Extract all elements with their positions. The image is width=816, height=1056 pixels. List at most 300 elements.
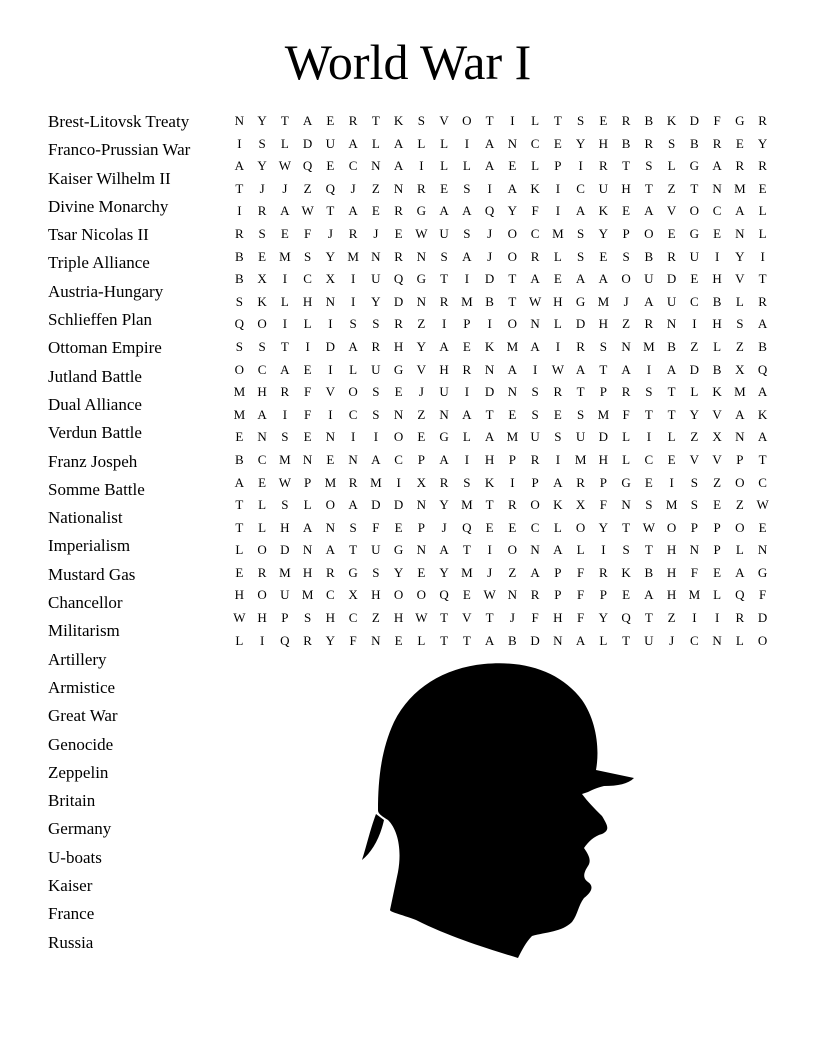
grid-letter: E (508, 406, 517, 422)
grid-letter: A (234, 158, 245, 174)
grid-letter: A (393, 135, 404, 151)
grid-letter: R (394, 316, 403, 332)
grid-letter: Y (371, 293, 381, 309)
grid-letter: T (644, 542, 653, 558)
grid-letter: N (757, 542, 768, 558)
grid-letter: I (601, 542, 606, 558)
grid-letter: Q (393, 271, 404, 287)
grid-letter: S (531, 384, 539, 400)
grid-letter: U (439, 384, 449, 400)
grid-letter: E (553, 406, 562, 422)
grid-letter: H (280, 519, 290, 535)
grid-letter: R (599, 564, 608, 580)
grid-letter: D (325, 338, 336, 354)
grid-letter: E (258, 248, 267, 264)
grid-letter: R (439, 293, 449, 309)
grid-letter: Y (439, 497, 449, 513)
grid-letter: I (510, 113, 515, 128)
grid-letter: X (348, 587, 358, 603)
grid-letter: J (441, 519, 447, 535)
grid-letter: Z (713, 474, 722, 490)
grid-letter: Q (302, 158, 313, 174)
grid-letter: A (257, 406, 267, 422)
grid-letter: I (441, 316, 447, 332)
grid-letter: M (665, 497, 678, 513)
grid-letter: A (621, 361, 631, 377)
grid-letter: I (328, 406, 333, 422)
grid-letter: H (371, 587, 381, 603)
grid-letter: W (233, 610, 246, 626)
grid-letter: R (371, 338, 381, 354)
grid-letter: C (303, 271, 312, 287)
grid-letter: T (508, 293, 517, 309)
grid-letter: L (235, 542, 244, 558)
grid-letter: A (234, 474, 245, 490)
grid-letter: I (350, 293, 356, 309)
grid-letter: R (348, 113, 358, 128)
grid-letter: N (393, 406, 404, 422)
grid-letter: D (666, 271, 677, 287)
grid-letter: I (578, 158, 583, 174)
grid-letter: M (347, 248, 359, 264)
grid-letter: P (599, 587, 607, 603)
grid-letter: E (622, 587, 631, 603)
grid-letter: L (690, 384, 699, 400)
grid-letter: L (349, 361, 358, 377)
grid-letter: H (712, 316, 722, 332)
grid-letter: R (326, 564, 335, 580)
grid-letter: K (666, 113, 677, 128)
grid-letter: Z (508, 564, 517, 580)
grid-letter: P (713, 542, 721, 558)
grid-letter: U (439, 225, 449, 241)
grid-letter: L (553, 519, 562, 535)
grid-letter: L (599, 632, 608, 648)
grid-letter: O (666, 519, 677, 535)
grid-letter: P (599, 474, 607, 490)
grid-letter: W (278, 158, 292, 174)
grid-letter: W (528, 293, 542, 309)
grid-letter: N (325, 293, 336, 309)
grid-letter: S (372, 316, 380, 332)
grid-letter: O (257, 316, 267, 332)
grid-letter: L (553, 316, 562, 332)
grid-letter: S (258, 135, 266, 151)
grid-letter: O (575, 519, 586, 535)
grid-letter: R (348, 474, 358, 490)
grid-letter: G (757, 564, 768, 580)
grid-letter: S (372, 406, 380, 422)
grid-letter: I (328, 316, 333, 332)
grid-letter: R (576, 338, 585, 354)
grid-letter: F (531, 203, 539, 219)
grid-letter: S (281, 429, 289, 445)
grid-letter: E (417, 429, 426, 445)
grid-letter: L (531, 158, 540, 174)
grid-letter: S (304, 248, 312, 264)
grid-letter: L (713, 338, 722, 354)
grid-letter: O (530, 497, 540, 513)
grid-letter: N (325, 429, 336, 445)
grid-letter: T (485, 497, 494, 513)
grid-letter: I (282, 406, 288, 422)
grid-letter: H (393, 610, 404, 626)
grid-letter: E (553, 135, 562, 151)
grid-letter: L (280, 135, 289, 151)
grid-letter: T (622, 158, 631, 174)
grid-letter: W (415, 610, 428, 626)
grid-letter: T (326, 203, 335, 219)
grid-letter: H (302, 564, 313, 580)
grid-letter: I (282, 316, 288, 332)
grid-letter: Y (598, 519, 609, 535)
grid-letter: T (553, 113, 562, 128)
grid-letter: N (325, 519, 336, 535)
grid-letter: X (257, 271, 267, 287)
grid-letter: F (304, 225, 312, 241)
grid-letter: I (464, 135, 470, 151)
grid-letter: U (689, 248, 700, 264)
grid-letter: S (349, 519, 357, 535)
grid-letter: F (531, 610, 539, 626)
grid-letter: N (348, 451, 358, 467)
grid-letter: Z (735, 497, 744, 513)
grid-letter: B (644, 248, 654, 264)
grid-letter: K (621, 564, 631, 580)
grid-letter: F (577, 610, 585, 626)
grid-letter: A (757, 384, 768, 400)
grid-letter: R (394, 203, 403, 219)
grid-letter: R (303, 632, 312, 648)
grid-letter: Z (690, 338, 699, 354)
grid-letter: G (689, 158, 700, 174)
grid-letter: T (440, 271, 449, 287)
grid-letter: A (462, 248, 472, 264)
grid-letter: E (326, 158, 335, 174)
soldier-helmet-silhouette-icon (356, 660, 646, 960)
grid-letter: L (462, 158, 471, 174)
grid-letter: E (235, 429, 244, 445)
grid-letter: T (644, 610, 653, 626)
grid-letter: M (233, 384, 246, 400)
grid-letter: U (325, 135, 336, 151)
word-list-item: Imperialism (48, 536, 131, 556)
grid-letter: L (622, 429, 631, 445)
grid-letter: A (553, 474, 563, 490)
word-list-item: Militarism (48, 621, 120, 641)
grid-letter: Y (393, 564, 404, 580)
grid-letter: W (278, 474, 292, 490)
grid-letter: O (348, 384, 358, 400)
grid-letter: S (258, 338, 266, 354)
grid-letter: E (758, 519, 767, 535)
word-list-item: Schlieffen Plan (48, 310, 153, 330)
grid-letter: I (646, 429, 652, 445)
grid-letter: E (326, 113, 335, 128)
grid-letter: A (666, 361, 677, 377)
grid-letter: F (372, 519, 380, 535)
grid-letter: L (758, 203, 767, 219)
grid-letter: R (257, 564, 267, 580)
grid-letter: E (713, 497, 722, 513)
grid-letter: H (439, 361, 449, 377)
grid-letter: E (326, 451, 335, 467)
grid-letter: S (304, 610, 312, 626)
word-list-item: Jutland Battle (48, 366, 142, 386)
grid-letter: I (555, 180, 561, 196)
grid-letter: F (599, 497, 607, 513)
word-list-item: U-boats (48, 847, 102, 867)
grid-letter: N (371, 248, 381, 264)
grid-letter: Y (325, 632, 336, 648)
grid-letter: N (371, 632, 381, 648)
grid-letter: J (327, 225, 333, 241)
grid-letter: N (666, 316, 677, 332)
grid-letter: M (597, 406, 610, 422)
grid-letter: U (666, 293, 677, 309)
word-list-item: Dual Alliance (48, 394, 142, 414)
grid-letter: P (508, 451, 516, 467)
grid-letter: V (325, 384, 336, 400)
grid-letter: E (553, 271, 562, 287)
grid-letter: Y (325, 248, 336, 264)
grid-letter: W (301, 203, 314, 219)
grid-letter: A (302, 519, 313, 535)
grid-letter: C (758, 474, 767, 490)
grid-letter: R (735, 610, 745, 626)
grid-letter: R (712, 135, 722, 151)
grid-letter: T (690, 180, 699, 196)
grid-letter: S (668, 135, 676, 151)
grid-letter: E (713, 225, 722, 241)
grid-letter: R (348, 225, 358, 241)
grid-letter: T (485, 406, 494, 422)
grid-letter: I (396, 474, 401, 490)
grid-letter: U (371, 271, 381, 287)
word-list-item: Armistice (48, 677, 116, 697)
grid-letter: A (484, 429, 495, 445)
grid-letter: I (237, 135, 242, 151)
grid-letter: N (507, 384, 518, 400)
grid-letter: S (622, 542, 630, 558)
grid-letter: Q (462, 519, 472, 535)
grid-letter: O (507, 248, 518, 264)
grid-letter: T (462, 632, 471, 648)
grid-letter: N (530, 316, 540, 332)
grid-letter: X (735, 361, 745, 377)
grid-letter: I (237, 203, 242, 219)
grid-letter: P (417, 451, 425, 467)
grid-letter: B (485, 293, 494, 309)
grid-letter: H (257, 384, 267, 400)
grid-letter: L (576, 542, 585, 558)
grid-letter: A (530, 271, 540, 287)
grid-letter: T (667, 384, 676, 400)
grid-letter: A (348, 497, 358, 513)
grid-letter: N (712, 180, 722, 196)
grid-letter: D (598, 429, 609, 445)
grid-letter: A (439, 203, 449, 219)
grid-letter: A (507, 361, 518, 377)
grid-letter: Q (439, 587, 449, 603)
grid-letter: R (735, 158, 745, 174)
grid-letter: I (373, 429, 379, 445)
grid-letter: E (462, 587, 471, 603)
grid-letter: G (393, 542, 404, 558)
grid-letter: A (439, 451, 449, 467)
grid-letter: E (394, 225, 403, 241)
grid-letter: L (462, 429, 471, 445)
grid-letter: S (645, 497, 653, 513)
grid-letter: L (258, 519, 267, 535)
grid-letter: S (622, 248, 630, 264)
grid-letter: V (462, 610, 472, 626)
grid-letter: M (279, 564, 291, 580)
grid-letter: A (439, 542, 449, 558)
grid-letter: H (621, 180, 631, 196)
grid-letter: I (328, 361, 333, 377)
grid-letter: D (393, 497, 404, 513)
grid-letter: Q (484, 203, 495, 219)
word-list-item: Triple Alliance (48, 253, 150, 273)
grid-letter: T (235, 180, 244, 196)
grid-letter: A (735, 564, 745, 580)
grid-letter: Y (575, 135, 586, 151)
word-list-item: Artillery (48, 649, 107, 669)
grid-letter: A (280, 361, 290, 377)
grid-letter: S (577, 225, 585, 241)
grid-letter: M (574, 451, 587, 467)
grid-letter: O (257, 587, 267, 603)
grid-letter: X (416, 474, 427, 490)
grid-letter: E (394, 384, 403, 400)
grid-letter: R (439, 474, 449, 490)
grid-letter: N (484, 361, 495, 377)
grid-letter: H (598, 135, 609, 151)
grid-letter: M (370, 474, 382, 490)
grid-letter: G (689, 225, 700, 241)
grid-letter: C (690, 293, 699, 309)
grid-letter: N (257, 429, 267, 445)
grid-letter: U (644, 632, 654, 648)
grid-letter: F (622, 406, 630, 422)
grid-letter: C (690, 632, 699, 648)
grid-letter: K (712, 384, 722, 400)
grid-letter: A (348, 203, 358, 219)
grid-letter: P (554, 564, 562, 580)
grid-letter: M (552, 225, 564, 241)
grid-letter: Y (507, 203, 518, 219)
grid-letter: W (642, 519, 656, 535)
grid-letter: I (487, 180, 492, 196)
grid-letter: H (712, 271, 722, 287)
grid-letter: R (576, 474, 585, 490)
grid-letter: Y (257, 113, 267, 128)
grid-letter: F (349, 632, 357, 648)
grid-letter: K (553, 497, 563, 513)
grid-letter: L (235, 632, 244, 648)
grid-letter: C (257, 361, 267, 377)
word-list-item: Great War (48, 706, 118, 726)
grid-letter: S (736, 316, 744, 332)
grid-letter: A (598, 271, 609, 287)
grid-letter: M (506, 429, 519, 445)
grid-letter: G (416, 203, 427, 219)
grid-letter: S (645, 384, 653, 400)
grid-letter: E (713, 564, 722, 580)
grid-letter: A (302, 113, 313, 128)
grid-letter: R (508, 497, 517, 513)
grid-letter: K (484, 338, 495, 354)
grid-letter: Y (416, 338, 427, 354)
grid-letter: R (530, 587, 540, 603)
grid-letter: B (690, 135, 699, 151)
grid-letter: G (621, 474, 631, 490)
grid-letter: T (440, 610, 449, 626)
grid-letter: A (507, 180, 518, 196)
grid-letter: R (280, 384, 290, 400)
grid-letter: E (599, 113, 608, 128)
grid-letter: I (259, 632, 265, 648)
grid-letter: C (530, 225, 540, 241)
grid-letter: R (553, 384, 563, 400)
grid-letter: E (280, 225, 289, 241)
grid-letter: I (555, 451, 561, 467)
grid-letter: C (326, 587, 335, 603)
grid-letter: I (464, 384, 470, 400)
grid-letter: C (530, 519, 540, 535)
word-list-item: Austria-Hungary (48, 281, 164, 301)
grid-letter: V (689, 451, 700, 467)
grid-letter: A (644, 293, 654, 309)
grid-letter: N (712, 632, 722, 648)
grid-letter: O (735, 519, 745, 535)
grid-letter: P (599, 384, 607, 400)
grid-letter: I (714, 610, 720, 626)
grid-letter: Q (735, 587, 745, 603)
grid-letter: K (598, 203, 609, 219)
grid-letter: O (393, 587, 404, 603)
grid-letter: J (487, 248, 493, 264)
grid-letter: I (532, 361, 538, 377)
grid-letter: W (415, 225, 428, 241)
grid-letter: M (734, 384, 746, 400)
word-list-item: Verdun Battle (48, 423, 142, 443)
grid-letter: E (303, 361, 312, 377)
grid-letter: S (417, 113, 425, 128)
grid-letter: P (531, 474, 539, 490)
grid-letter: L (735, 632, 744, 648)
grid-letter: Y (689, 406, 700, 422)
grid-letter: H (666, 564, 677, 580)
grid-letter: M (461, 293, 473, 309)
grid-letter: E (758, 180, 767, 196)
grid-letter: F (577, 564, 585, 580)
grid-letter: C (348, 610, 358, 626)
grid-letter: P (304, 474, 312, 490)
grid-letter: O (757, 632, 768, 648)
grid-letter: E (394, 519, 403, 535)
grid-letter: F (304, 384, 312, 400)
grid-letter: E (462, 338, 471, 354)
grid-letter: U (371, 542, 381, 558)
grid-letter: V (416, 361, 427, 377)
grid-letter: R (417, 180, 426, 196)
grid-letter: Q (280, 632, 290, 648)
page-title: World War I (284, 34, 532, 90)
grid-letter: H (325, 610, 336, 626)
grid-letter: J (487, 225, 493, 241)
